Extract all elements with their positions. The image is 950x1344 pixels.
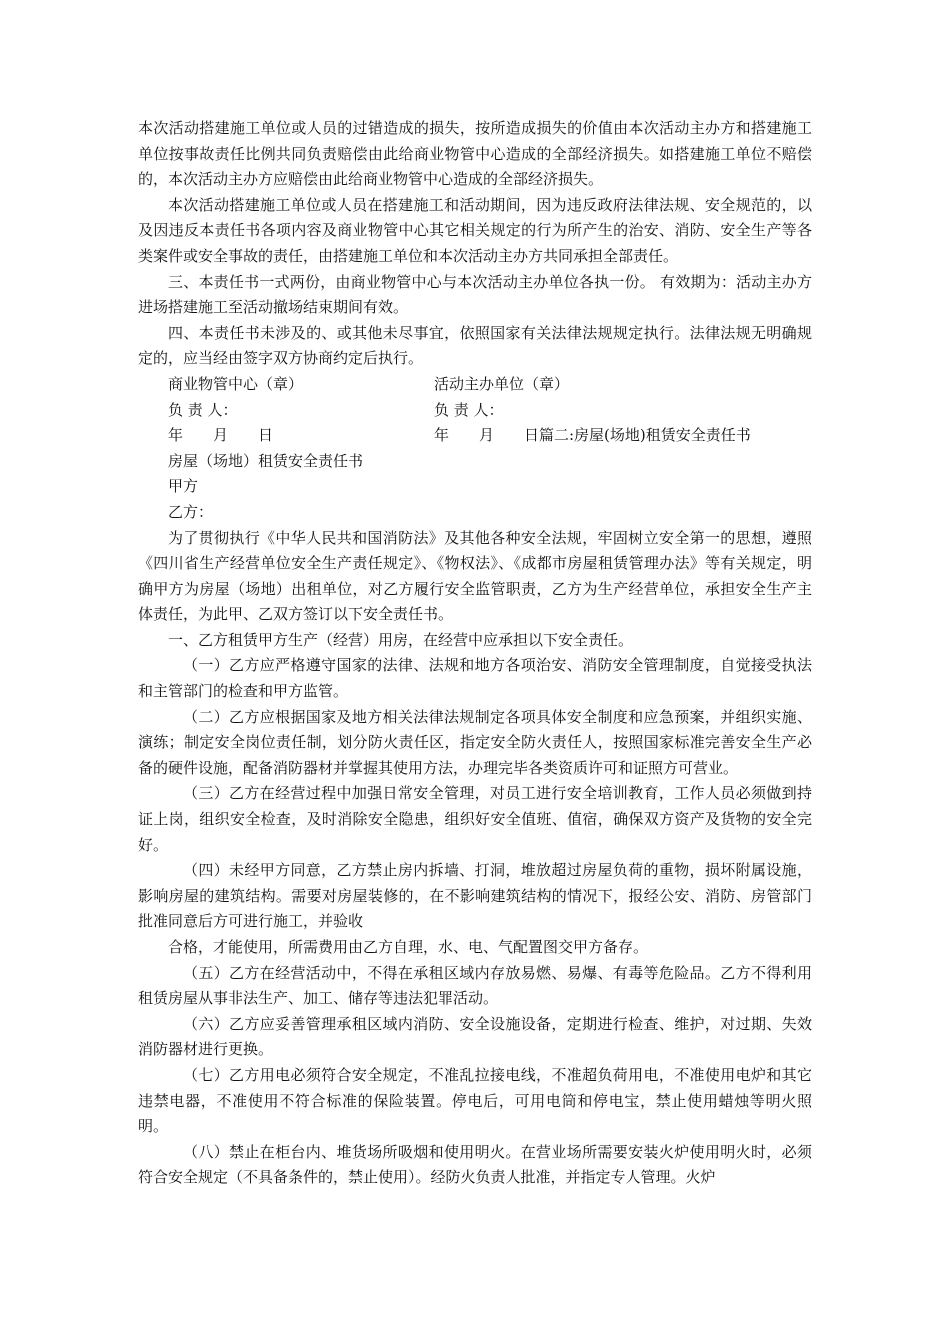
signature-right-unit: 活动主办单位（章） <box>434 374 570 393</box>
paragraph-liability-loss: 本次活动搭建施工单位或人员的过错造成的损失，按所造成损失的价值由本次活动主办方和搭建施工单位按事故责任比例共同负责赔偿由此给商业物管中心造成的全部经济损失。如搭建施工单位不赔偿的，本次活动主办方应赔偿由此给商业物管中心造成的全部经济损失。 <box>138 119 812 189</box>
doc2-title: 房屋（场地）租赁安全责任书 <box>168 451 364 470</box>
doc2-item-8: （八）禁止在柜台内、堆货场所吸烟和使用明火。在营业场所需要安装火炉使用明火时，必须符合安全规定（不具备条件的，禁止使用）。经防火负责人批准，并指定专人管理。火炉 <box>138 1142 812 1187</box>
doc2-item-2: （二）乙方应根据国家及地方相关法律法规制定各项具体安全制度和应急预案，并组织实施、演练；制定安全岗位责任制，划分防火责任区，指定安全防火责任人，按照国家标准完善安全生产必备的硬件设施，配备消防器材并掌握其使用方法，办理完毕各类资质许可和证照方可营业。 <box>138 707 812 777</box>
signature-left-unit: 商业物管中心（章） <box>168 374 304 393</box>
doc2-item-3: （三）乙方在经营过程中加强日常安全管理，对员工进行安全培训教育，工作人员必须做到持证上岗，组织安全检查，及时消除安全隐患，组织好安全值班、值宿，确保双方资产及货物的安全完好。 <box>138 784 812 854</box>
doc2-intro: 为了贯彻执行《中华人民共和国消防法》及其他各种安全法规，牢固树立安全第一的思想，遵照《四川省生产经营单位安全生产责任规定》、《物权法》、《成都市房屋租赁管理办法》等有关规定，明确甲方为房屋（场地）出租单位，对乙方履行安全监管职责，乙方为生产经营单位，承担安全生产主体责任，为此甲、乙双方签订以下安全责任书。 <box>138 528 812 624</box>
paragraph-other-matters: 四、本责任书未涉及的、或其他未尽事宜，依照国家有关法律法规规定执行。法律法规无明确规定的，应当经由签字双方协商约定后执行。 <box>138 323 812 368</box>
signature-date-row <box>138 423 812 449</box>
paragraph-liability-violation: 本次活动搭建施工单位或人员在搭建施工和活动期间，因为违反政府法律法规、安全规范的，以及因违反本责任书各项内容及商业物管中心其它相关规定的行为所产生的治安、消防、安全生产等各类案件或安全事故的责任，由搭建施工单位和本次活动主办方共同承担全部责任。 <box>138 195 812 265</box>
signature-left-date: 年 月 日 <box>168 426 274 445</box>
doc2-item-5: （五）乙方在经营活动中，不得在承租区域内存放易燃、易爆、有毒等危险品。乙方不得利用租赁房屋从事非法生产、加工、储存等违法犯罪活动。 <box>138 963 812 1008</box>
signature-left-person: 负 责 人： <box>168 400 238 419</box>
signature-units-row <box>138 372 812 398</box>
doc2-item-6: （六）乙方应妥善管理承租区域内消防、安全设施设备，定期进行检查、维护，对过期、失效消防器材进行更换。 <box>138 1014 812 1059</box>
signature-right-date: 年 月 日篇二:房屋(场地)租赁安全责任书 <box>434 426 751 445</box>
doc2-party-a: 甲方 <box>168 477 199 496</box>
signature-right-person: 负 责 人： <box>434 400 504 419</box>
document-body <box>138 116 812 1191</box>
signature-person-row <box>138 398 812 424</box>
doc2-item-4-continued: 合格，才能使用，所需费用由乙方自理，水、电、气配置图交甲方备存。 <box>168 938 649 956</box>
doc2-party-b: 乙方： <box>168 502 214 521</box>
doc2-item-7: （七）乙方用电必须符合安全规定，不准乱拉接电线，不准超负荷用电，不准使用电炉和其它违禁电器，不准使用不符合标准的保险装置。停电后，可用电筒和停电宝，禁止使用蜡烛等明火照明。 <box>138 1065 812 1136</box>
doc2-item-4: （四）未经甲方同意，乙方禁止房内拆墙、打洞，堆放超过房屋负荷的重物，损坏附属设施，影响房屋的建筑结构。需要对房屋装修的，在不影响建筑结构的情况下，报经公安、消防、房管部门批准同意后方可进行施工，并验收 <box>138 861 812 931</box>
paragraph-copies-validity: 三、本责任书一式两份，由商业物管中心与本次活动主办单位各执一份。 有效期为：活动主办方进场搭建施工至活动撤场结束期间有效。 <box>138 272 812 317</box>
doc2-section-1: 一、乙方租赁甲方生产（经营）用房，在经营中应承担以下安全责任。 <box>168 630 634 649</box>
doc2-item-1: （一）乙方应严格遵守国家的法律、法规和地方各项治安、消防安全管理制度，自觉接受执法和主管部门的检查和甲方监管。 <box>138 656 812 701</box>
